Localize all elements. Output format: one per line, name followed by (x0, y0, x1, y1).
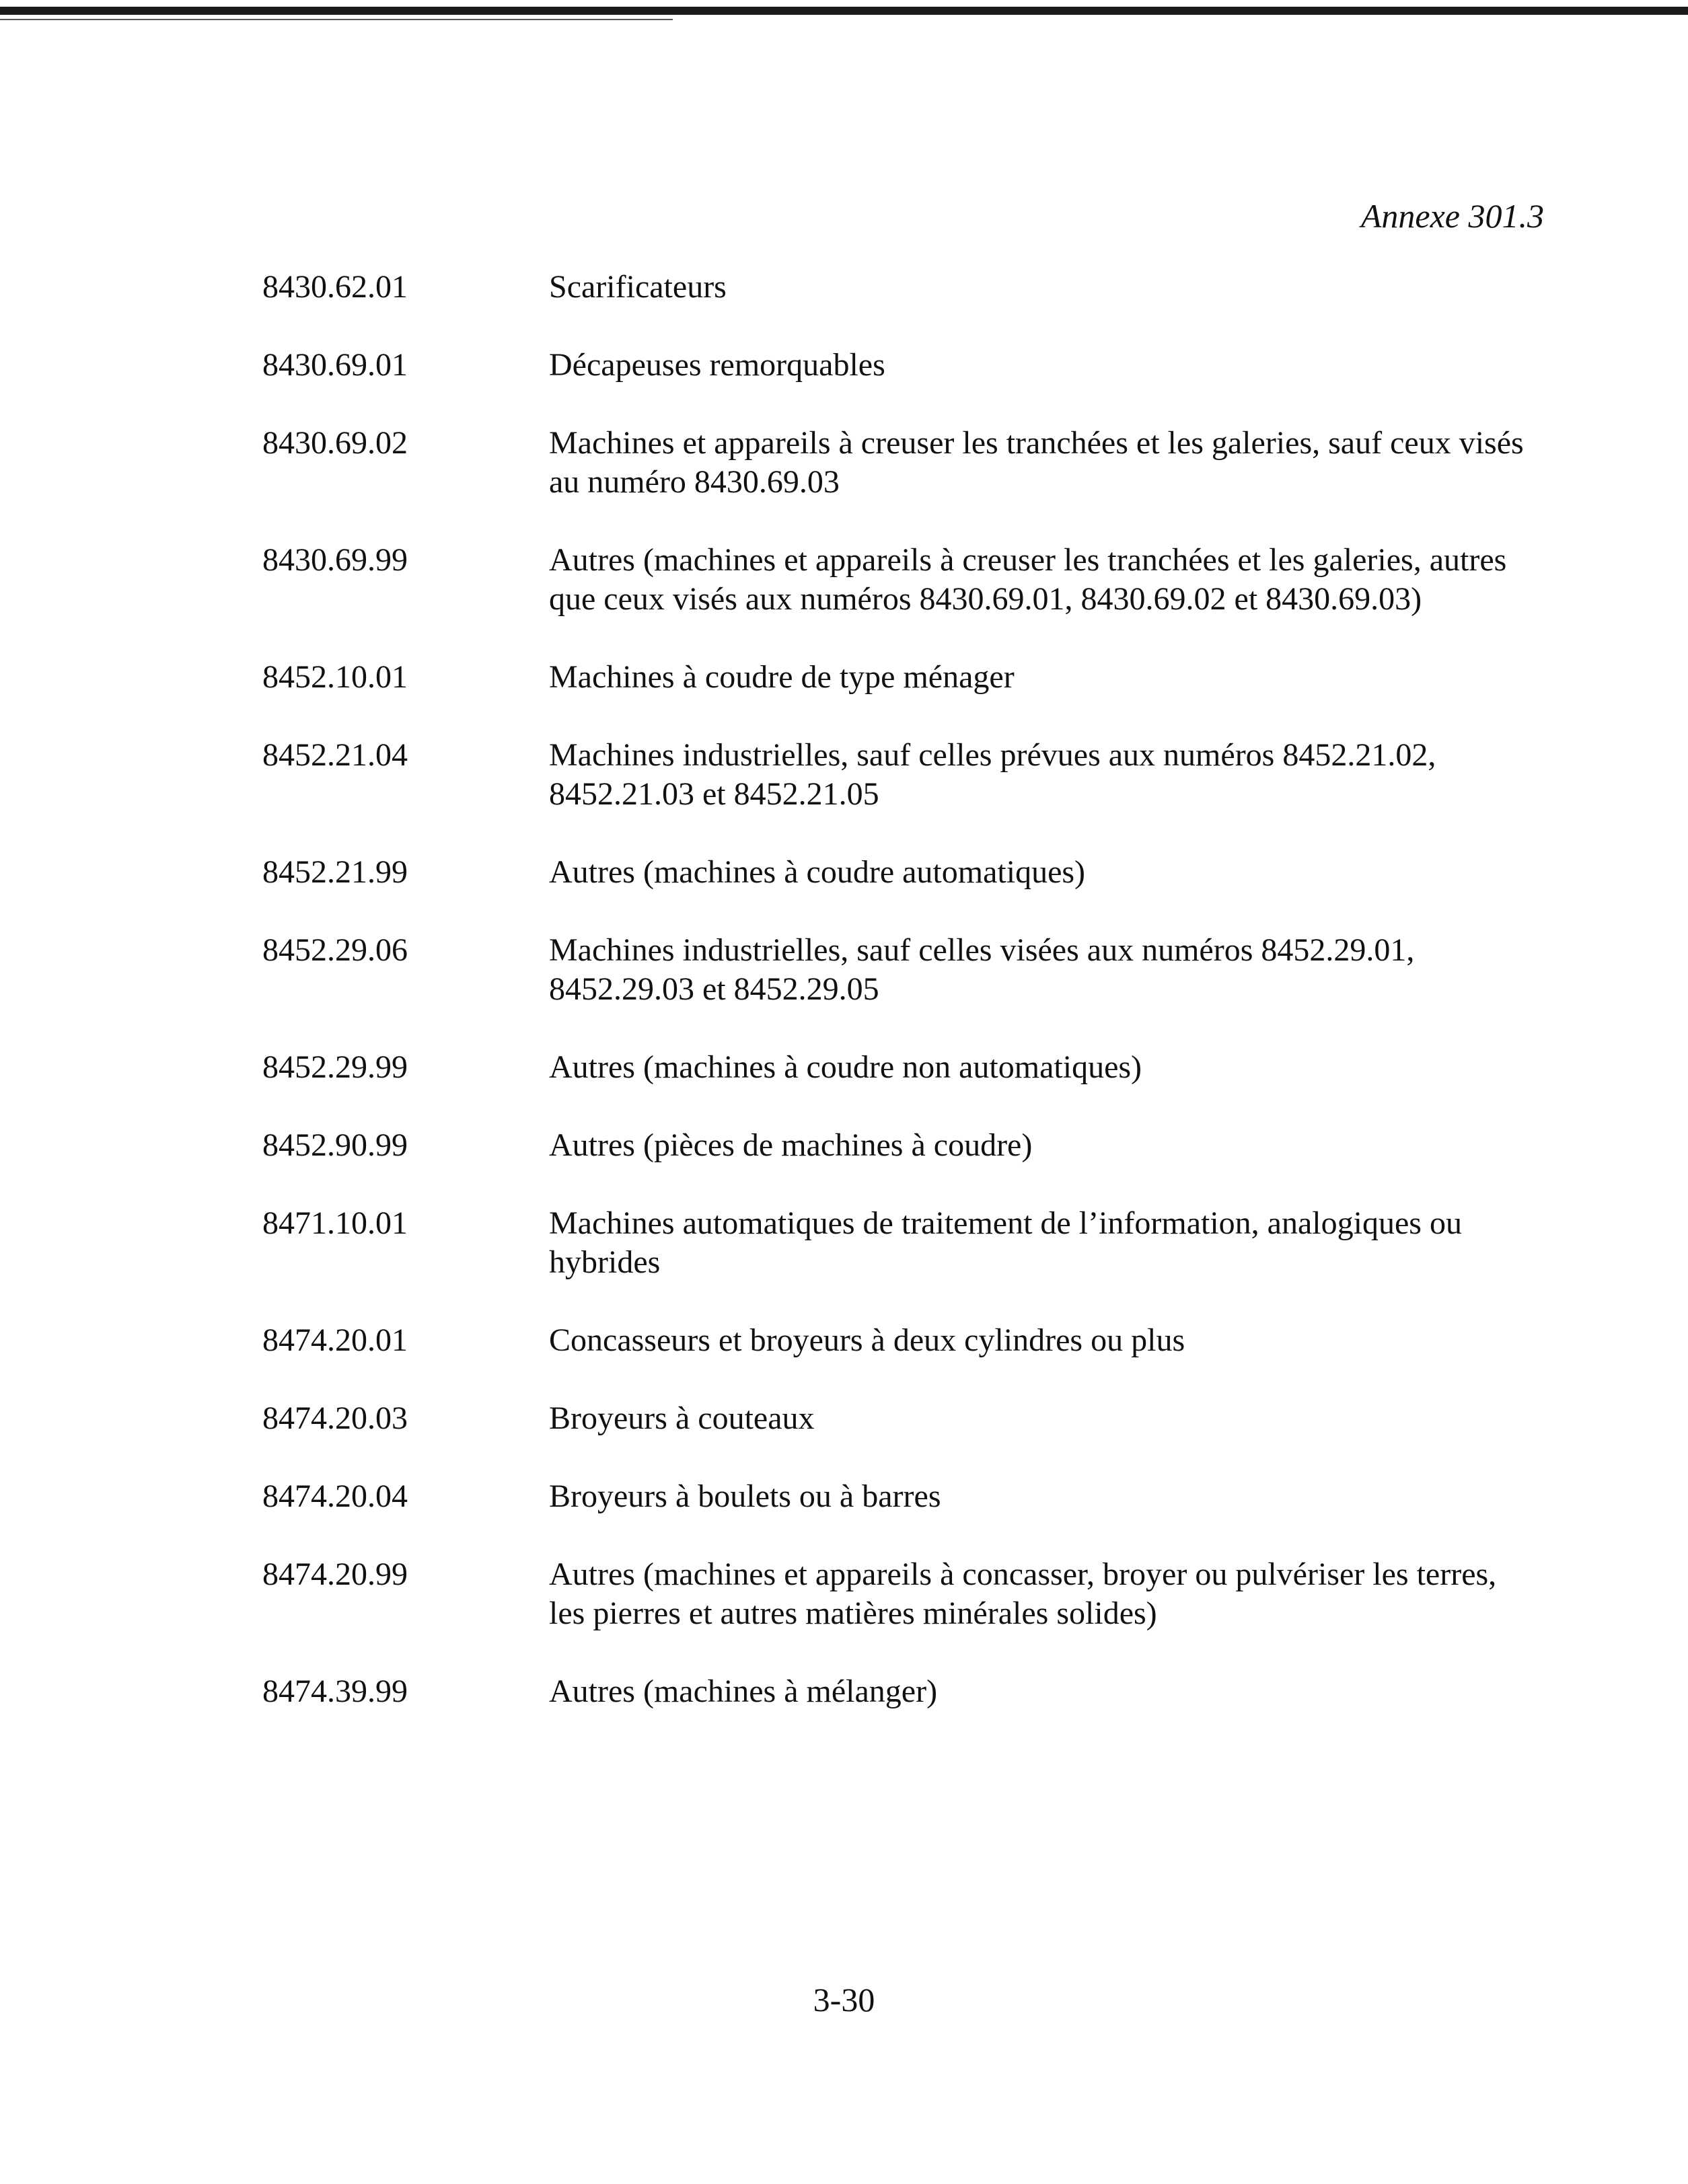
tariff-entry (262, 424, 1541, 502)
tariff-description: Machines automatiques de traitement de l’information, analogiques ou hybrides (549, 1205, 1462, 1280)
top-border-rule (0, 7, 1688, 15)
tariff-entry-list (262, 268, 1541, 1750)
tariff-entry (262, 1672, 1541, 1711)
tariff-code: 8430.69.02 (262, 425, 408, 461)
tariff-description: Concasseurs et broyeurs à deux cylindres ou plus (549, 1322, 1185, 1358)
tariff-code: 8452.21.04 (262, 737, 408, 773)
tariff-entry (262, 1126, 1541, 1165)
tariff-entry (262, 1399, 1541, 1438)
page-number: 3-30 (813, 1981, 875, 2019)
tariff-code: 8452.10.01 (262, 659, 408, 695)
tariff-code: 8471.10.01 (262, 1205, 408, 1241)
tariff-entry (262, 1048, 1541, 1087)
top-border-thin-rule (0, 19, 673, 20)
tariff-entry (262, 346, 1541, 385)
tariff-description: Broyeurs à boulets ou à barres (549, 1478, 941, 1514)
tariff-entry (262, 1477, 1541, 1516)
tariff-code: 8452.29.06 (262, 932, 408, 968)
tariff-description: Autres (machines et appareils à creuser les tranchées et les galeries, autres que ceux visés aux numéros 8430.69.01, 8430.69.02 et 8430.69.03) (549, 542, 1507, 617)
tariff-code: 8474.20.99 (262, 1556, 408, 1592)
tariff-description: Machines industrielles, sauf celles prévues aux numéros 8452.21.02, 8452.21.03 et 8452.21.05 (549, 737, 1436, 812)
tariff-entry (262, 736, 1541, 814)
tariff-code: 8430.62.01 (262, 269, 408, 305)
tariff-entry (262, 268, 1541, 307)
tariff-entry (262, 853, 1541, 892)
tariff-description: Scarificateurs (549, 269, 727, 305)
annex-label: Annexe 301.3 (1360, 197, 1544, 235)
tariff-entry (262, 1204, 1541, 1282)
tariff-description: Machines industrielles, sauf celles visées aux numéros 8452.29.01, 8452.29.03 et 8452.29.05 (549, 932, 1415, 1007)
tariff-code: 8474.20.03 (262, 1400, 408, 1436)
tariff-code: 8452.29.99 (262, 1049, 408, 1085)
tariff-description: Autres (pièces de machines à coudre) (549, 1127, 1033, 1163)
tariff-entry (262, 931, 1541, 1009)
tariff-description: Autres (machines à coudre automatiques) (549, 854, 1086, 890)
tariff-description: Autres (machines à coudre non automatiques) (549, 1049, 1142, 1085)
tariff-code: 8452.21.99 (262, 854, 408, 890)
tariff-description: Machines et appareils à creuser les tranchées et les galeries, sauf ceux visés au numéro 8430.69.03 (549, 425, 1524, 500)
tariff-entry (262, 1321, 1541, 1360)
tariff-code: 8474.20.04 (262, 1478, 408, 1514)
tariff-entry (262, 541, 1541, 619)
tariff-entry (262, 1555, 1541, 1633)
tariff-description: Machines à coudre de type ménager (549, 659, 1015, 695)
tariff-description: Broyeurs à couteaux (549, 1400, 815, 1436)
tariff-code: 8430.69.99 (262, 542, 408, 578)
tariff-description: Autres (machines à mélanger) (549, 1673, 938, 1709)
tariff-code: 8430.69.01 (262, 347, 408, 383)
tariff-entry (262, 658, 1541, 697)
tariff-description: Décapeuses remorquables (549, 347, 885, 383)
tariff-description: Autres (machines et appareils à concasser, broyer ou pulvériser les terres, les pierres et autres matières minérales solides) (549, 1556, 1497, 1631)
tariff-code: 8474.39.99 (262, 1673, 408, 1709)
tariff-code: 8474.20.01 (262, 1322, 408, 1358)
tariff-code: 8452.90.99 (262, 1127, 408, 1163)
